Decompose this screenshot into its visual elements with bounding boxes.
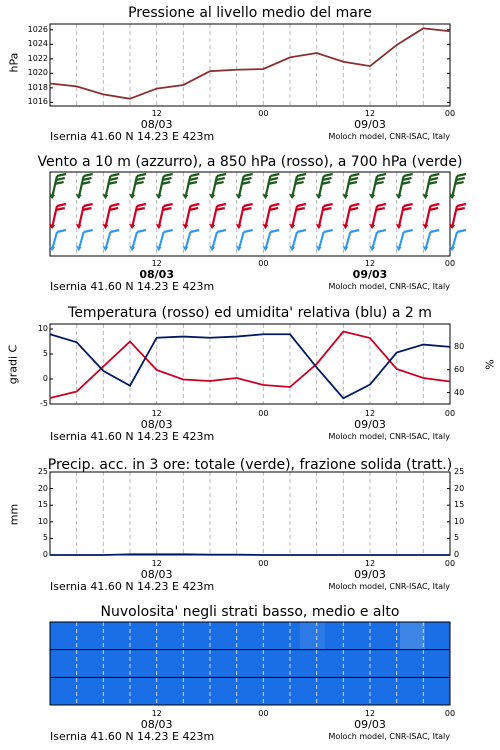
location-label: Isernia 41.60 N 14.23 E 423m xyxy=(50,580,215,593)
y-tick-label: 5 xyxy=(42,533,48,543)
date-label: 08/03 xyxy=(140,118,173,131)
hour-tick-label: 12 xyxy=(151,559,162,568)
cloud-cell-medio xyxy=(150,650,176,678)
hour-tick-label: 00 xyxy=(258,109,269,118)
y-tick-label: 0 xyxy=(42,374,48,383)
y-tick-label-right: 20 xyxy=(454,483,465,493)
location-label: Isernia 41.60 N 14.23 E 423m xyxy=(50,430,215,443)
cloud-cell-medio xyxy=(325,650,351,678)
y-tick-label: 5 xyxy=(42,349,48,358)
date-label: 08/03 xyxy=(140,418,173,431)
y-tick-label: 10 xyxy=(37,516,48,526)
cloud-cell-basso xyxy=(250,677,276,705)
cloud-cell-alto xyxy=(125,622,151,650)
cloud-cell-alto xyxy=(200,622,226,650)
cloud-cell-alto xyxy=(300,622,326,650)
cloud-cell-medio xyxy=(300,650,326,678)
precip-title: Precip. acc. in 3 ore: totale (verde), frazione solida (tratt.) xyxy=(47,457,453,473)
cloud-cell-alto xyxy=(275,622,301,650)
y-tick-label: 15 xyxy=(37,500,48,510)
y-tick-label: 1024 xyxy=(27,39,48,49)
hour-tick-label: 00 xyxy=(444,409,456,418)
cloud-cell-medio xyxy=(250,650,276,678)
y-tick-label-right: 40 xyxy=(454,387,465,397)
cloud-cell-medio xyxy=(50,650,76,678)
cloud-cell-basso xyxy=(325,677,351,705)
cloud-cell-basso xyxy=(425,677,451,705)
y-tick-label: 1026 xyxy=(27,24,48,34)
hour-tick-label: 12 xyxy=(364,709,376,718)
date-label: 08/03 xyxy=(140,568,173,581)
cloud-cell-basso xyxy=(275,677,301,705)
y-tick-label: 0 xyxy=(42,550,48,559)
cloud-cell-basso xyxy=(400,677,426,705)
cloud-cell-basso xyxy=(175,677,201,705)
location-label: Isernia 41.60 N 14.23 E 423m xyxy=(50,730,215,743)
cloud-cell-alto xyxy=(175,622,201,650)
date-label: 09/03 xyxy=(354,718,386,731)
model-label: Moloch model, CNR-ISAC, Italy xyxy=(328,132,450,141)
cloud-cell-basso xyxy=(150,677,176,705)
hour-tick-label: 00 xyxy=(258,559,269,568)
hour-tick-label: 12 xyxy=(151,409,162,418)
y-tick-label: -5 xyxy=(40,399,48,408)
cloud-cell-alto xyxy=(400,622,426,650)
date-label: 09/03 xyxy=(352,268,388,281)
cloud-cell-alto xyxy=(425,622,451,650)
hour-tick-label: 00 xyxy=(444,559,456,568)
cloud-cell-basso xyxy=(50,677,76,705)
pressure-ylabel: hPa xyxy=(7,52,21,73)
cloud-cell-basso xyxy=(300,677,326,705)
rh-ylabel: % xyxy=(483,359,497,370)
cloud-cell-basso xyxy=(75,677,101,705)
date-label: 09/03 xyxy=(354,568,386,581)
y-tick-label-right: 25 xyxy=(454,467,465,476)
date-label: 09/03 xyxy=(354,418,386,431)
cloud-cell-basso xyxy=(350,677,376,705)
wind-title: Vento a 10 m (azzurro), a 850 hPa (rosso), a 700 hPa (verde) xyxy=(37,154,463,170)
hour-tick-label: 12 xyxy=(364,559,376,568)
cloud-cell-alto xyxy=(225,622,251,650)
hour-tick-label: 12 xyxy=(364,259,376,268)
y-tick-label-right: 80 xyxy=(454,341,465,351)
model-label: Moloch model, CNR-ISAC, Italy xyxy=(328,732,450,741)
hour-tick-label: 12 xyxy=(151,709,162,718)
cloud-title: Nuvolosita' negli strati basso, medio e alto xyxy=(100,604,400,620)
hour-tick-label: 00 xyxy=(258,709,269,718)
y-tick-label-right: 5 xyxy=(454,533,460,543)
y-tick-label-right: 60 xyxy=(454,364,465,374)
precip-ylabel: mm xyxy=(7,503,21,526)
hour-tick-label: 00 xyxy=(258,409,269,418)
date-label: 09/03 xyxy=(354,118,386,131)
hour-tick-label: 12 xyxy=(364,409,376,418)
cloud-cell-medio xyxy=(275,650,301,678)
date-label: 08/03 xyxy=(139,268,174,281)
y-tick-label: 20 xyxy=(37,483,48,493)
model-label: Moloch model, CNR-ISAC, Italy xyxy=(328,582,450,591)
pressure-title: Pressione al livello medio del mare xyxy=(128,5,372,21)
hour-tick-label: 00 xyxy=(444,709,456,718)
location-label: Isernia 41.60 N 14.23 E 423m xyxy=(50,280,215,293)
hour-tick-label: 12 xyxy=(364,109,376,118)
cloud-cell-basso xyxy=(200,677,226,705)
cloud-cell-medio xyxy=(175,650,201,678)
temp-ylabel: gradi C xyxy=(6,344,20,385)
hour-tick-label: 12 xyxy=(151,109,162,118)
cloud-cell-alto xyxy=(50,622,76,650)
cloud-cell-basso xyxy=(225,677,251,705)
cloud-cell-medio xyxy=(425,650,451,678)
cloud-cell-medio xyxy=(350,650,376,678)
cloud-cell-medio xyxy=(200,650,226,678)
location-label: Isernia 41.60 N 14.23 E 423m xyxy=(50,130,215,143)
y-tick-label: 1022 xyxy=(27,53,48,63)
cloud-cell-alto xyxy=(325,622,351,650)
cloud-cell-alto xyxy=(250,622,276,650)
temp-title: Temperatura (rosso) ed umidita' relativa (blu) a 2 m xyxy=(68,305,432,321)
cloud-cell-medio xyxy=(75,650,101,678)
cloud-cell-medio xyxy=(125,650,151,678)
cloud-cell-alto xyxy=(350,622,376,650)
model-label: Moloch model, CNR-ISAC, Italy xyxy=(328,432,450,441)
hour-tick-label: 00 xyxy=(444,259,456,268)
cloud-cell-medio xyxy=(225,650,251,678)
hour-tick-label: 12 xyxy=(151,259,162,268)
hour-tick-label: 00 xyxy=(444,109,456,118)
y-tick-label: 1020 xyxy=(27,68,48,78)
y-tick-label: 1016 xyxy=(27,97,48,107)
cloud-cell-basso xyxy=(125,677,151,705)
cloud-cell-alto xyxy=(150,622,176,650)
y-tick-label: 25 xyxy=(37,467,48,476)
cloud-cell-medio xyxy=(400,650,426,678)
y-tick-label-right: 15 xyxy=(454,500,465,510)
y-tick-label-right: 0 xyxy=(454,550,460,559)
model-label: Moloch model, CNR-ISAC, Italy xyxy=(328,282,450,291)
y-tick-label: 10 xyxy=(37,324,48,333)
y-tick-label: 1018 xyxy=(27,82,48,92)
date-label: 08/03 xyxy=(140,718,173,731)
y-tick-label-right: 10 xyxy=(454,516,465,526)
hour-tick-label: 00 xyxy=(258,259,269,268)
cloud-cell-alto xyxy=(75,622,101,650)
